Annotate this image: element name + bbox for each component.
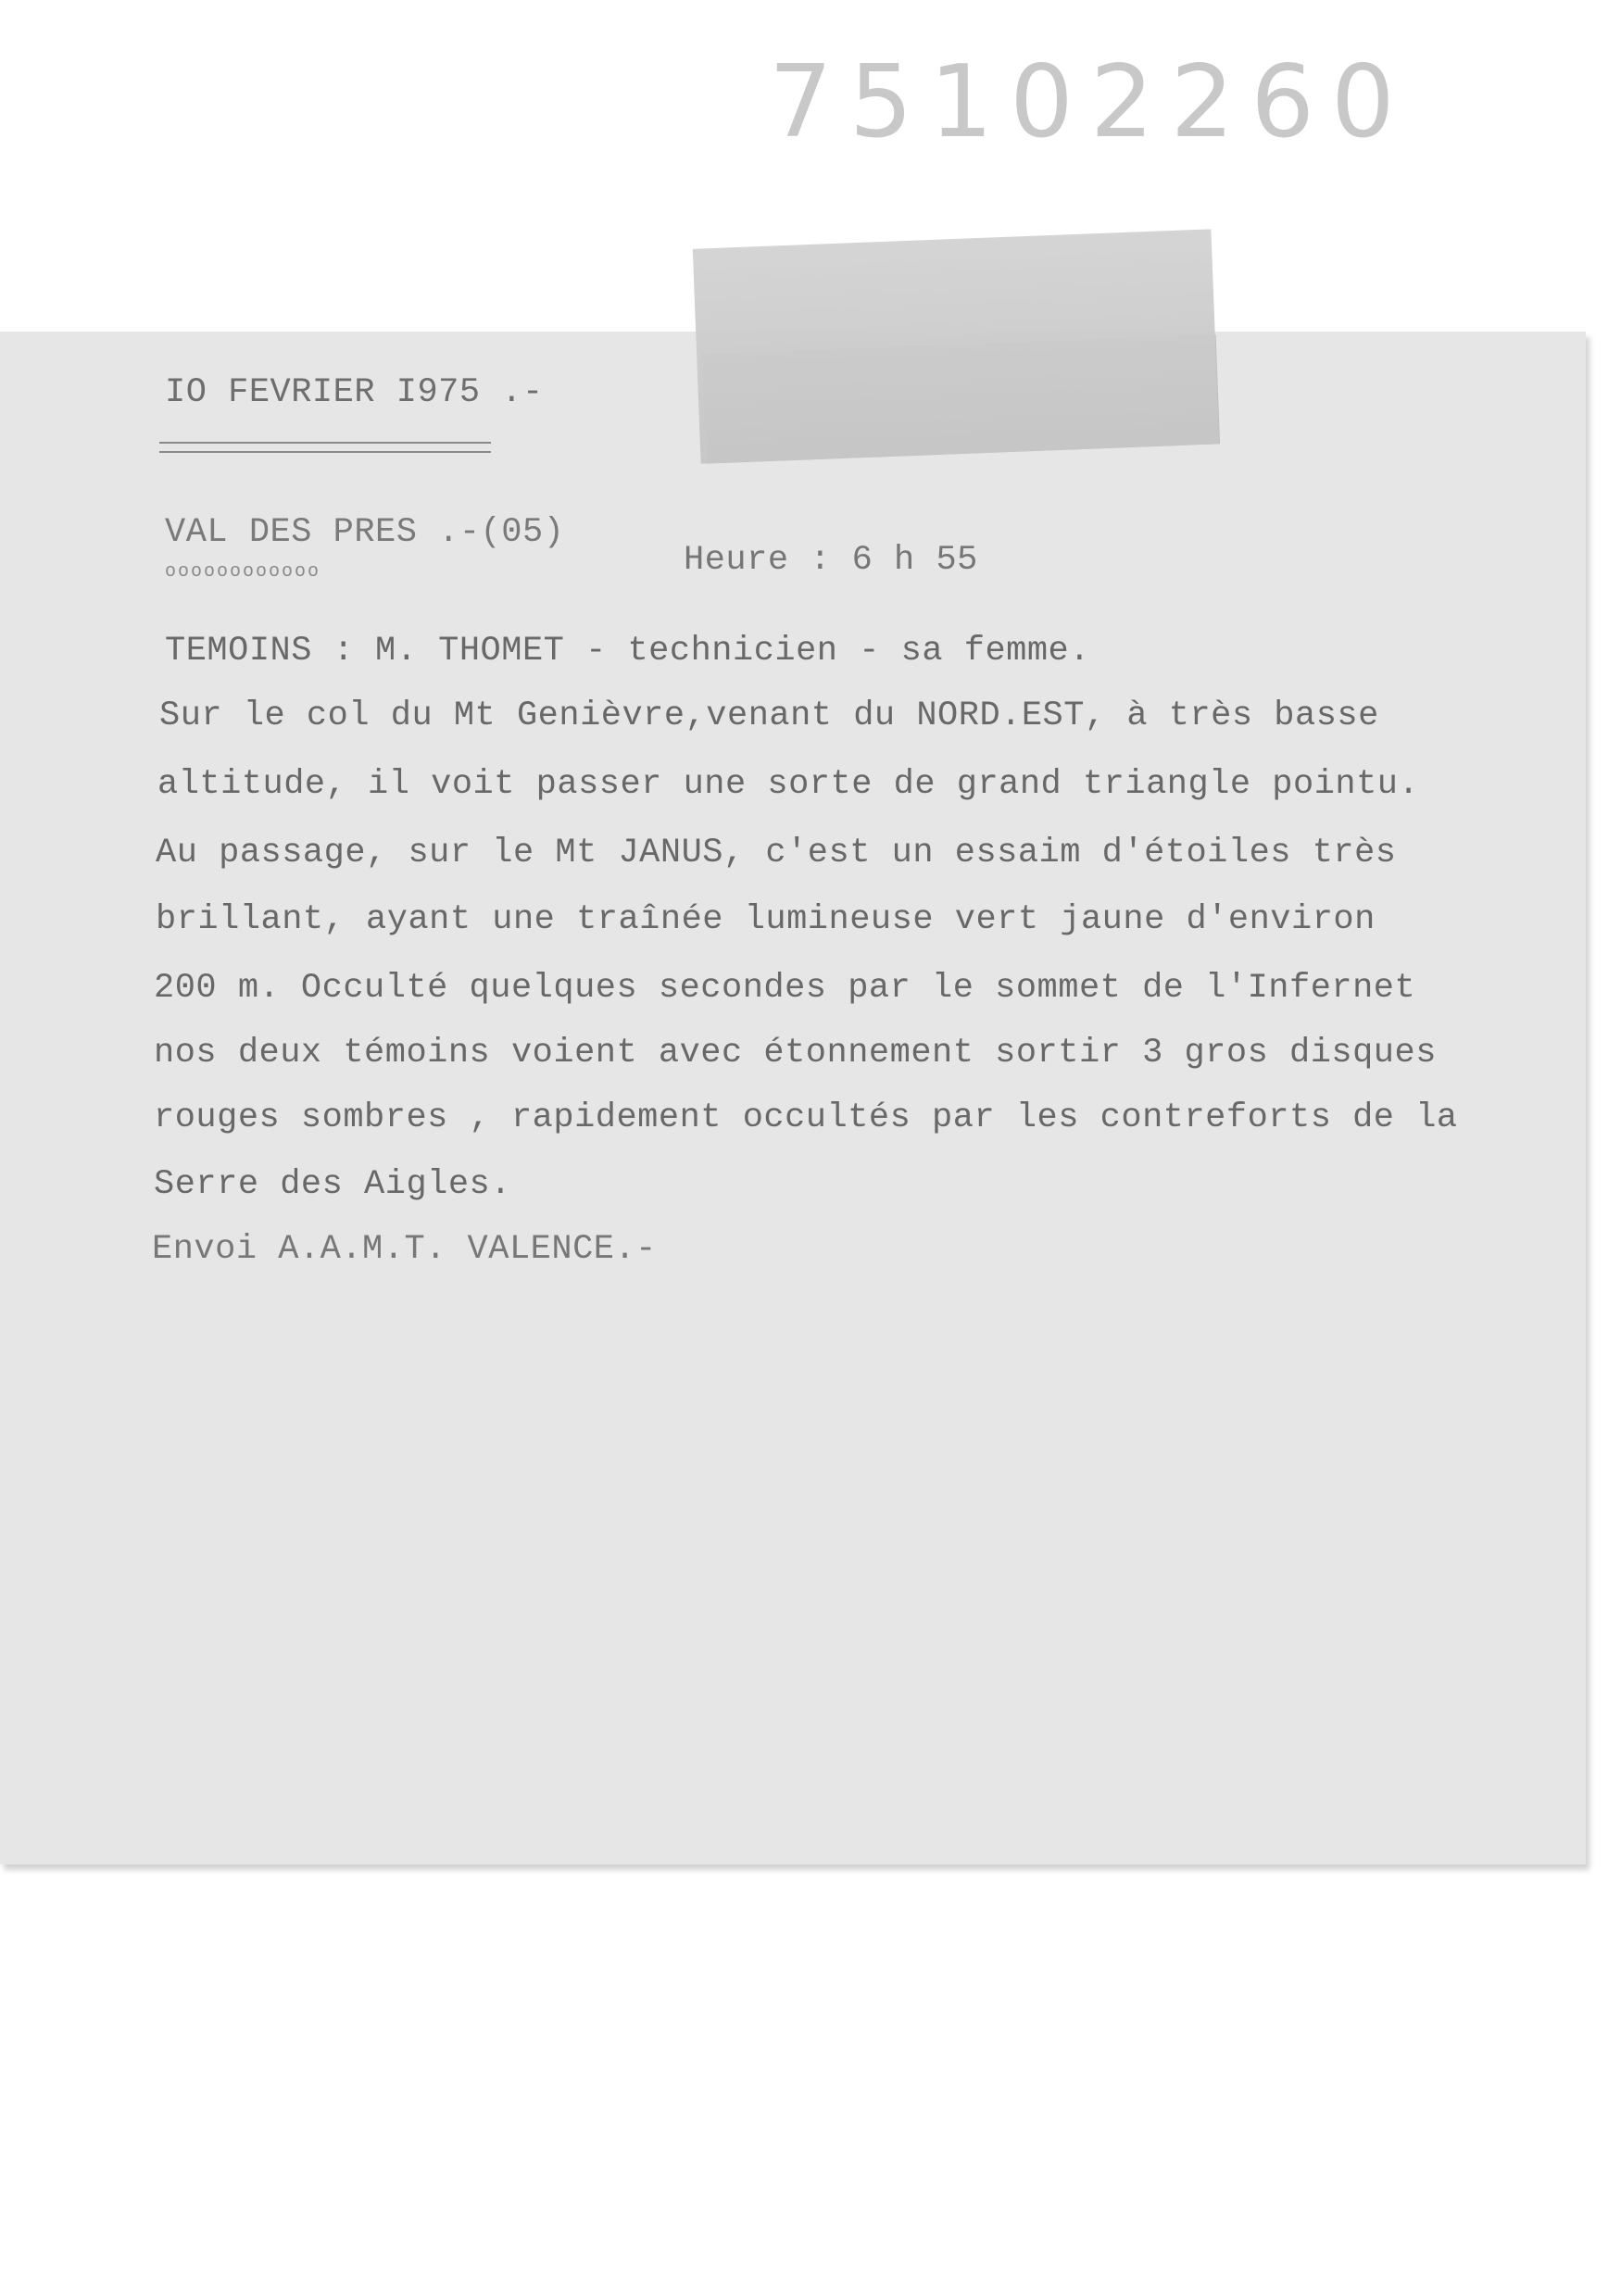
paragraph-line: Sur le col du Mt Genièvre,venant du NORD.EST, à très basse xyxy=(159,696,1379,735)
report-hour: Heure : 6 h 55 xyxy=(684,541,978,580)
date-underline xyxy=(159,442,491,453)
place-underline: oooooooooooo xyxy=(165,561,321,583)
document-number: 75102260 xyxy=(769,44,1412,160)
report-witnesses: TEMOINS : M. THOMET - technicien - sa femme. xyxy=(165,632,1090,671)
report-dispatch: Envoi A.A.M.T. VALENCE.- xyxy=(152,1230,657,1269)
paragraph-line: rouges sombres , rapidement occultés par les contreforts de la xyxy=(154,1098,1458,1137)
paragraph-line: 200 m. Occulté quelques secondes par le sommet de l'Infernet xyxy=(154,969,1416,1008)
paragraph-line: brillant, ayant une traînée lumineuse vert jaune d'environ xyxy=(156,900,1376,939)
paragraph-line: nos deux témoins voient avec étonnement sortir 3 gros disques xyxy=(154,1034,1437,1073)
paragraph-line: Au passage, sur le Mt JANUS, c'est un essaim d'étoiles très xyxy=(156,834,1397,872)
report-date: IO FEVRIER I975 .- xyxy=(165,373,544,412)
paragraph-line: altitude, il voit passer une sorte de grand triangle pointu. xyxy=(157,765,1420,804)
paragraph-line: Serre des Aigles. xyxy=(154,1165,511,1204)
adhesive-tape xyxy=(693,229,1219,463)
report-place: VAL DES PRES .-(05) xyxy=(165,513,565,552)
